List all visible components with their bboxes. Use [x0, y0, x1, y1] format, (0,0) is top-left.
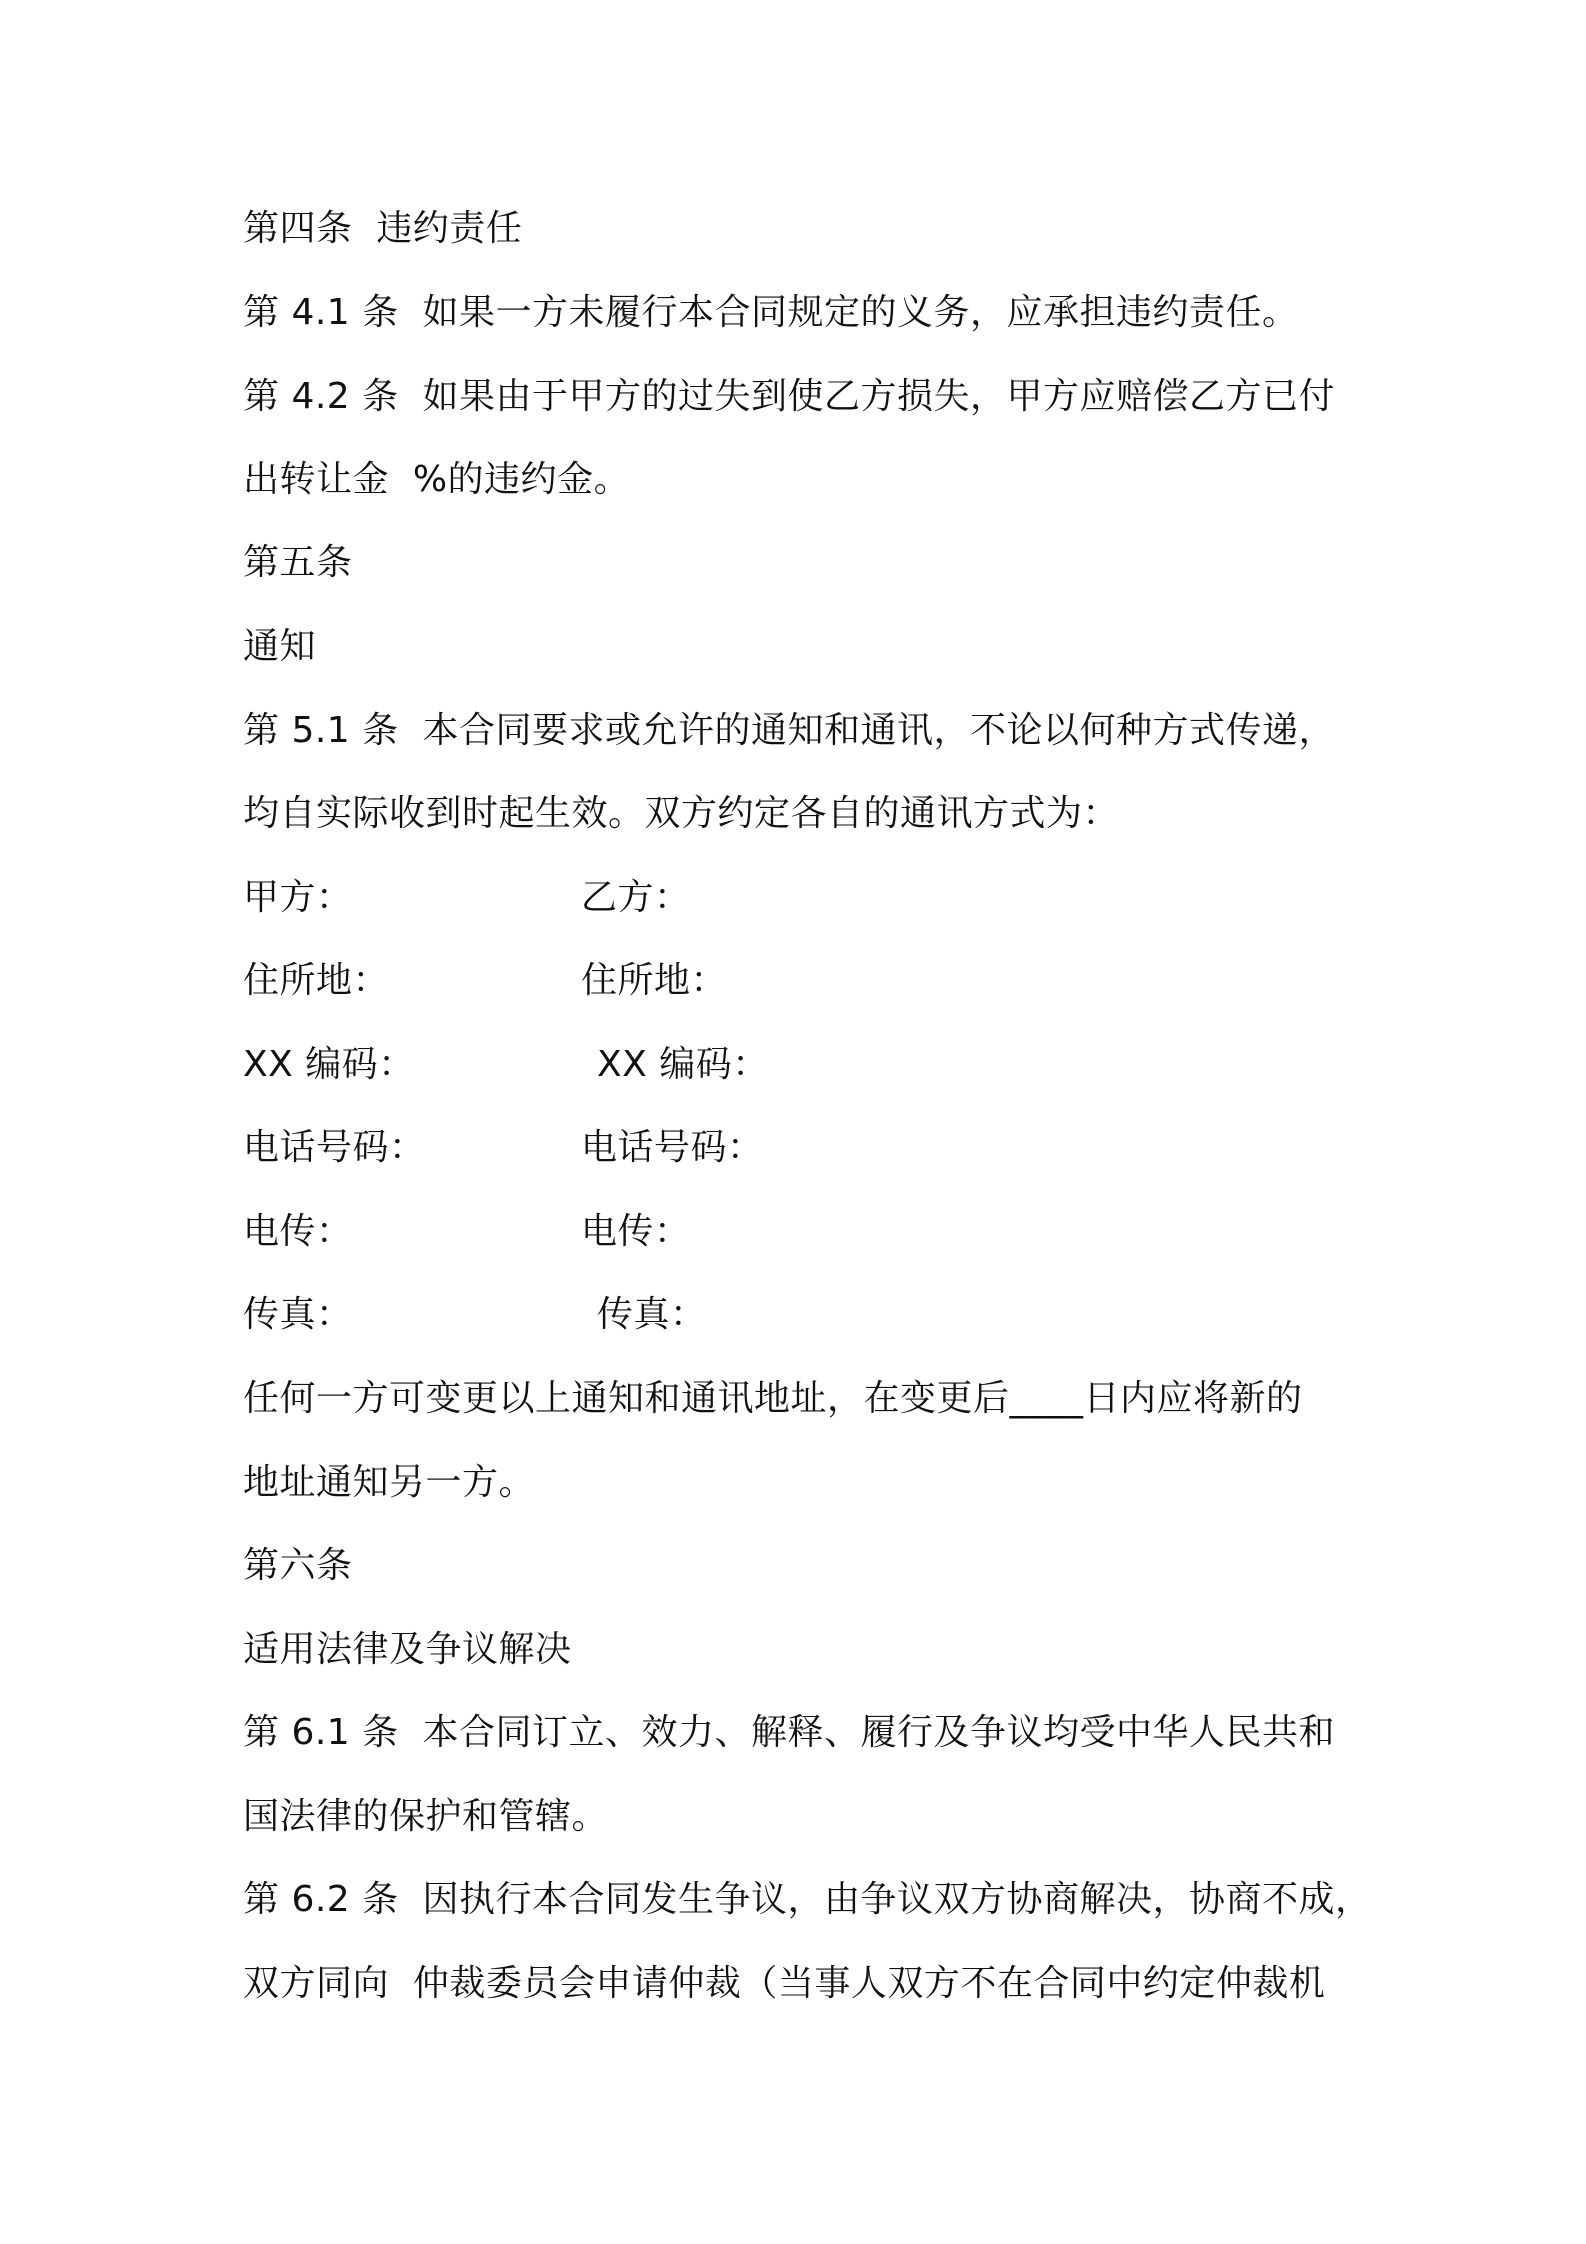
contact-fax-a: 传真：	[243, 1294, 353, 1335]
article5-subtitle: 通知	[243, 626, 317, 667]
clause-6-2-line1: 第 6.2 条 因执行本合同发生争议，由争议双方协商解决，协商不成，	[243, 1879, 1372, 1920]
article5-title: 第五条	[243, 542, 353, 583]
contact-phone-a: 电话号码：	[243, 1127, 426, 1168]
contact-telex-b: 电传：	[581, 1211, 691, 1252]
contact-address-b: 住所地：	[581, 960, 728, 1001]
article6-subtitle: 适用法律及争议解决	[243, 1629, 572, 1670]
clause-6-1-line2: 国法律的保护和管辖。	[243, 1796, 609, 1837]
address-change-line1: 任何一方可变更以上通知和通讯地址，在变更后____日内应将新的	[243, 1378, 1303, 1419]
clause-6-2-line2: 双方同向 仲裁委员会申请仲裁（当事人双方不在合同中约定仲裁机	[243, 1963, 1326, 2004]
clause-4-2-line1: 第 4.2 条 如果由于甲方的过失到使乙方损失，甲方应赔偿乙方已付	[243, 376, 1336, 417]
clause-6-1-line1: 第 6.1 条 本合同订立、效力、解释、履行及争议均受中华人民共和	[243, 1712, 1336, 1753]
contact-party-b-label: 乙方：	[581, 877, 691, 918]
article6-title: 第六条	[243, 1545, 353, 1586]
contact-telex-a: 电传：	[243, 1211, 353, 1252]
clause-4-2-line2: 出转让金 %的违约金。	[243, 459, 631, 500]
contact-phone-b: 电话号码：	[581, 1127, 764, 1168]
contact-fax-b: 传真：	[597, 1294, 707, 1335]
clause-4-1: 第 4.1 条 如果一方未履行本合同规定的义务，应承担违约责任。	[243, 292, 1299, 333]
article4-title: 第四条 违约责任	[243, 208, 523, 249]
contact-party-a-label: 甲方：	[243, 877, 353, 918]
clause-5-1-line2: 均自实际收到时起生效。双方约定各自的通讯方式为：	[243, 793, 1120, 834]
contact-address-a: 住所地：	[243, 960, 390, 1001]
address-change-line2: 地址通知另一方。	[243, 1462, 536, 1503]
contact-code-b: XX 编码：	[597, 1044, 769, 1085]
clause-5-1-line1: 第 5.1 条 本合同要求或允许的通知和通讯，不论以何种方式传递，	[243, 710, 1336, 751]
contact-code-a: XX 编码：	[243, 1044, 415, 1085]
